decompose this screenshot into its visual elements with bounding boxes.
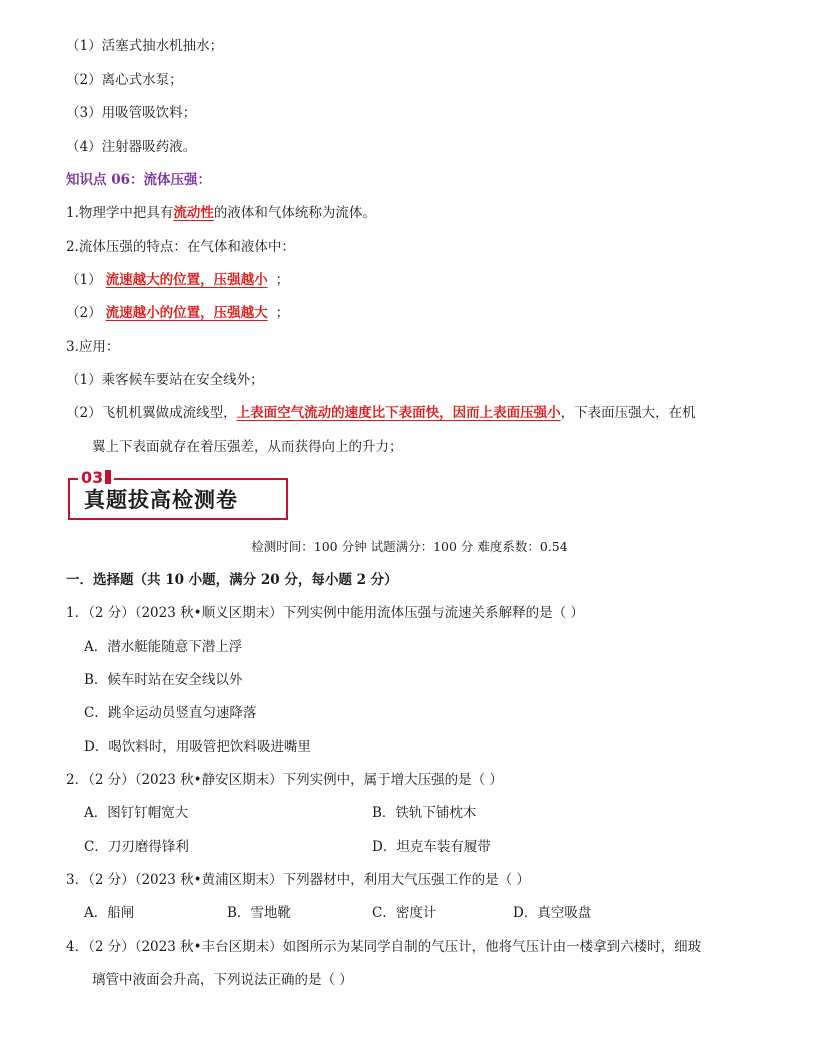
section-banner	[68, 470, 290, 522]
question-4-stem-continued: 璃管中液面会升高，下列说法正确的是（ ）	[92, 972, 353, 988]
banner-title: 真题拔高检测卷	[84, 488, 238, 512]
banner-tag-bar	[105, 470, 111, 484]
intro-item-4: （4）注射器吸药液。	[66, 139, 197, 155]
paragraph-2: 2.流体压强的特点：在气体和液体中：	[66, 239, 295, 255]
question-1-option-a: A．潜水艇能随意下潜上浮	[84, 639, 243, 655]
paragraph-2b	[66, 303, 289, 323]
p2a-post: ；	[275, 272, 290, 288]
paragraph-3: 3.应用：	[66, 339, 120, 355]
p2a-pre: （1）	[66, 272, 102, 288]
question-2-option-b: B．铁轨下铺枕木	[372, 805, 477, 821]
paragraph-3b-continued: 翼上下表面就存在着压强差，从而获得向上的升力；	[92, 439, 403, 455]
question-1-option-d: D．喝饮料时，用吸管把饮料吸进嘴里	[84, 739, 311, 755]
question-3-option-a: A．船闸	[84, 905, 135, 921]
question-3-stem: 3．（2 分）（2023 秋•黄浦区期末）下列器材中，利用大气压强工作的是（ ）	[66, 872, 530, 888]
intro-item-3: （3）用吸管吸饮料；	[66, 105, 197, 121]
question-3-option-d: D．真空吸盘	[513, 905, 592, 921]
p1-answer: 流动性	[173, 205, 214, 221]
p1-post: 的液体和气体统称为流体。	[213, 205, 376, 221]
choice-section-title: 一．选择题（共 10 小题，满分 20 分，每小题 2 分）	[66, 572, 398, 588]
banner-tag-number: 03	[81, 468, 104, 487]
test-meta: 检测时间：100 分钟 试题满分：100 分 难度系数：0.54	[251, 539, 568, 554]
question-3-option-b: B．雪地靴	[227, 905, 291, 921]
question-2-option-c: C．刀刃磨得锋利	[84, 839, 189, 855]
question-1-option-b: B．候车时站在安全线以外	[84, 672, 243, 688]
section-heading: 知识点 06：流体压强：	[66, 172, 211, 188]
paragraph-1	[66, 203, 376, 223]
intro-item-1: （1）活塞式抽水机抽水；	[66, 38, 224, 54]
p2b-pre: （2）	[66, 305, 102, 321]
question-4-stem: 4．（2 分）（2023 秋•丰台区期末）如图所示为某同学自制的气压计，他将气压计由一楼拿到六楼时，细玻	[66, 939, 702, 955]
question-2-option-a: A．图钉钉帽宽大	[84, 805, 189, 821]
paragraph-3a: （1）乘客候车要站在安全线外；	[66, 372, 264, 388]
p3b-post: ，下表面压强大，在机	[560, 405, 696, 421]
paragraph-3b	[66, 403, 696, 423]
p2b-post: ；	[275, 305, 290, 321]
p3b-answer: 上表面空气流动的速度比下表面快，因而上表面压强小	[236, 405, 561, 421]
paragraph-2a	[66, 270, 289, 290]
question-1-stem: 1．（2 分）（2023 秋•顺义区期末）下列实例中能用流体压强与流速关系解释的是（ ）	[66, 605, 584, 621]
p2b-answer: 流速越小的位置，压强越大	[105, 305, 268, 321]
question-1-option-c: C．跳伞运动员竖直匀速降落	[84, 705, 257, 721]
question-2-stem: 2．（2 分）（2023 秋•静安区期末）下列实例中，属于增大压强的是（ ）	[66, 772, 503, 788]
intro-item-2: （2）离心式水泵；	[66, 72, 183, 88]
p1-pre: 1.物理学中把具有	[66, 205, 174, 221]
p3b-pre: （2）飞机机翼做成流线型，	[66, 405, 237, 421]
question-2-option-d: D．坦克车装有履带	[372, 839, 491, 855]
p2a-answer: 流速越大的位置，压强越小	[105, 272, 268, 288]
question-3-option-c: C．密度计	[372, 905, 437, 921]
